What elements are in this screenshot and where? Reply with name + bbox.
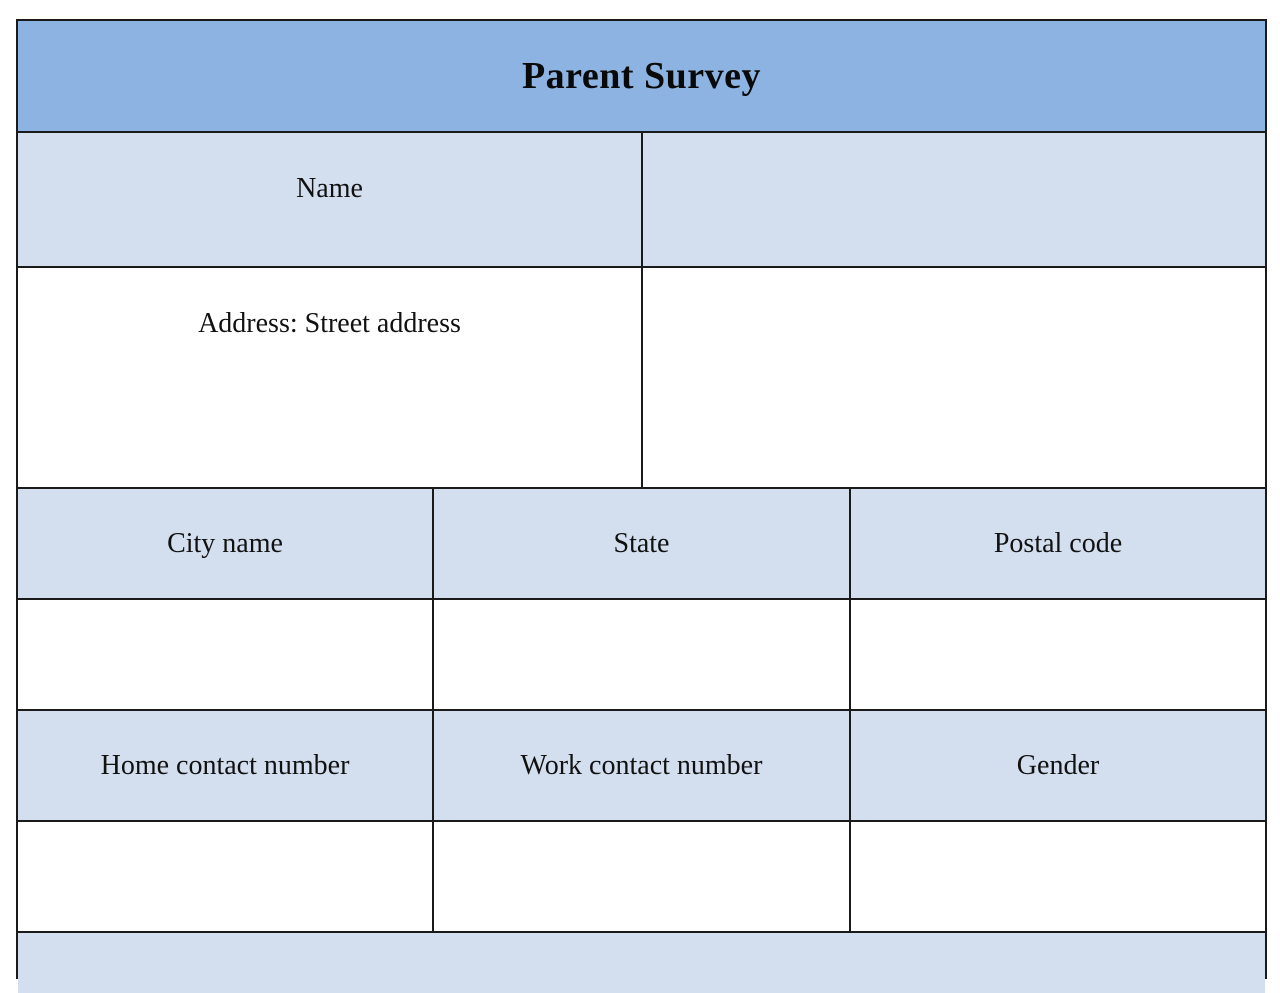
postal-label: Postal code	[993, 527, 1123, 559]
contact-value-row	[18, 822, 1265, 933]
form-title: Parent Survey	[521, 55, 762, 97]
name-label: Name	[296, 173, 363, 204]
work-contact-field[interactable]	[434, 822, 851, 931]
state-field[interactable]	[434, 600, 851, 709]
city-field[interactable]	[18, 600, 434, 709]
state-label: State	[613, 527, 670, 559]
parent-survey-form	[16, 19, 1267, 979]
address-row	[18, 268, 1265, 489]
contact-label-row	[18, 711, 1265, 822]
address-field[interactable]	[643, 268, 1265, 487]
name-label-cell	[18, 133, 643, 266]
address-label-cell	[18, 268, 643, 487]
home-contact-field[interactable]	[18, 822, 434, 931]
work-contact-label: Work contact number	[520, 749, 763, 781]
title-row	[18, 21, 1265, 133]
gender-label: Gender	[1016, 749, 1100, 781]
name-row	[18, 133, 1265, 268]
gender-label-cell	[851, 711, 1265, 820]
city-label-cell	[18, 489, 434, 598]
home-contact-label-cell	[18, 711, 434, 820]
name-field[interactable]	[643, 133, 1265, 266]
city-label: City name	[167, 527, 283, 559]
gender-field[interactable]	[851, 822, 1265, 931]
postal-field[interactable]	[851, 600, 1265, 709]
location-value-row	[18, 600, 1265, 711]
next-section-row	[18, 933, 1265, 993]
state-label-cell	[434, 489, 851, 598]
postal-label-cell	[851, 489, 1265, 598]
address-label: Address: Street address	[198, 308, 461, 339]
work-contact-label-cell	[434, 711, 851, 820]
home-contact-label: Home contact number	[100, 749, 350, 781]
location-label-row	[18, 489, 1265, 600]
